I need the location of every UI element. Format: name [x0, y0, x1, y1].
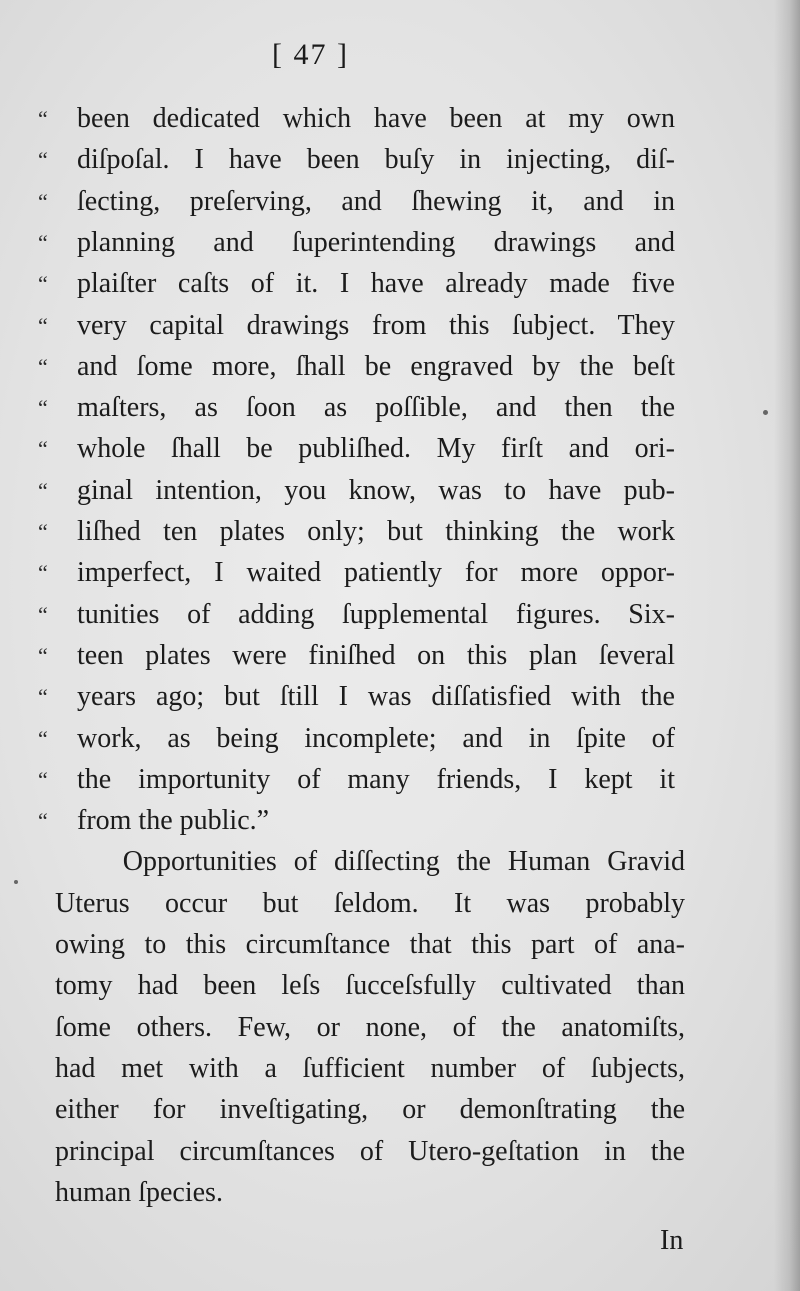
line-text: ginal intention, you know, was to have pub-	[77, 474, 675, 506]
line-text: been dedicated which have been at my own	[77, 103, 675, 134]
quotation-mark: “	[38, 147, 48, 173]
line-text: Uterus occur but ſeldom. It was probably	[55, 887, 685, 919]
quotation-mark: “	[38, 353, 48, 379]
line-text: from the public.”	[77, 805, 270, 837]
line-text: principal circumſtances of Utero-geſtation in the	[55, 1135, 685, 1167]
quotation-mark: “	[38, 725, 48, 751]
paper-speck	[14, 880, 18, 884]
line-text: had met with a ſufficient number of ſubjects,	[55, 1052, 685, 1084]
line-text: imperfect, I waited patiently for more oppor-	[77, 557, 675, 589]
line-text: liſhed ten plates only; but thinking the work	[77, 516, 675, 547]
line-text: and ſome more, ſhall be engraved by the beſt	[77, 350, 675, 382]
line-text: either for inveſtigating, or demonſtrating the	[55, 1094, 685, 1126]
quotation-mark: “	[38, 766, 48, 792]
line-text: years ago; but ſtill I was diſſatisfied with the	[77, 681, 675, 713]
quotation-mark: “	[38, 684, 48, 710]
line-text: human ſpecies.	[55, 1176, 223, 1208]
paper-speck	[763, 410, 768, 415]
quotation-mark: “	[38, 106, 48, 131]
quotation-mark: “	[38, 312, 48, 338]
quotation-mark: “	[38, 477, 48, 503]
quotation-mark: “	[38, 560, 48, 586]
line-text: plaiſter caſts of it. I have already made five	[77, 268, 675, 300]
line-text: work, as being incomplete; and in ſpite of	[77, 722, 675, 754]
quotation-mark: “	[38, 229, 48, 255]
quotation-mark: “	[38, 601, 48, 627]
line-text: Opportunities of diſſecting the Human Gravid	[55, 846, 685, 878]
quotation-mark: “	[38, 808, 48, 834]
page-number: [ 47 ]	[272, 38, 349, 71]
line-text: very capital drawings from this ſubject. They	[77, 309, 675, 341]
line-text: diſpoſal. I have been buſy in injecting, diſ-	[77, 144, 675, 176]
quotation-mark: “	[38, 395, 48, 421]
quotation-mark: “	[38, 519, 48, 544]
line-text: planning and ſuperintending drawings and	[77, 226, 675, 258]
line-text: whole ſhall be publiſhed. My firſt and ori-	[77, 433, 675, 465]
line-text: teen plates were finiſhed on this plan ſeveral	[77, 639, 675, 671]
line-text: owing to this circumſtance that this part of ana-	[55, 929, 685, 960]
line-text: maſters, as ſoon as poſſible, and then the	[77, 392, 675, 424]
line-text: ſome others. Few, or none, of the anatomiſts,	[55, 1011, 685, 1043]
quotation-mark: “	[38, 188, 48, 214]
quotation-mark: “	[38, 436, 48, 462]
line-text: ſecting, preſerving, and ſhewing it, and in	[77, 185, 675, 217]
quotation-mark: “	[38, 642, 48, 668]
line-text: tomy had been leſs ſucceſsfully cultivated than	[55, 970, 685, 1002]
line-text: the importunity of many friends, I kept it	[77, 763, 675, 795]
catchword: In	[660, 1225, 684, 1256]
quotation-mark: “	[38, 271, 48, 297]
line-text: tunities of adding ſupplemental figures. Six-	[77, 598, 675, 630]
